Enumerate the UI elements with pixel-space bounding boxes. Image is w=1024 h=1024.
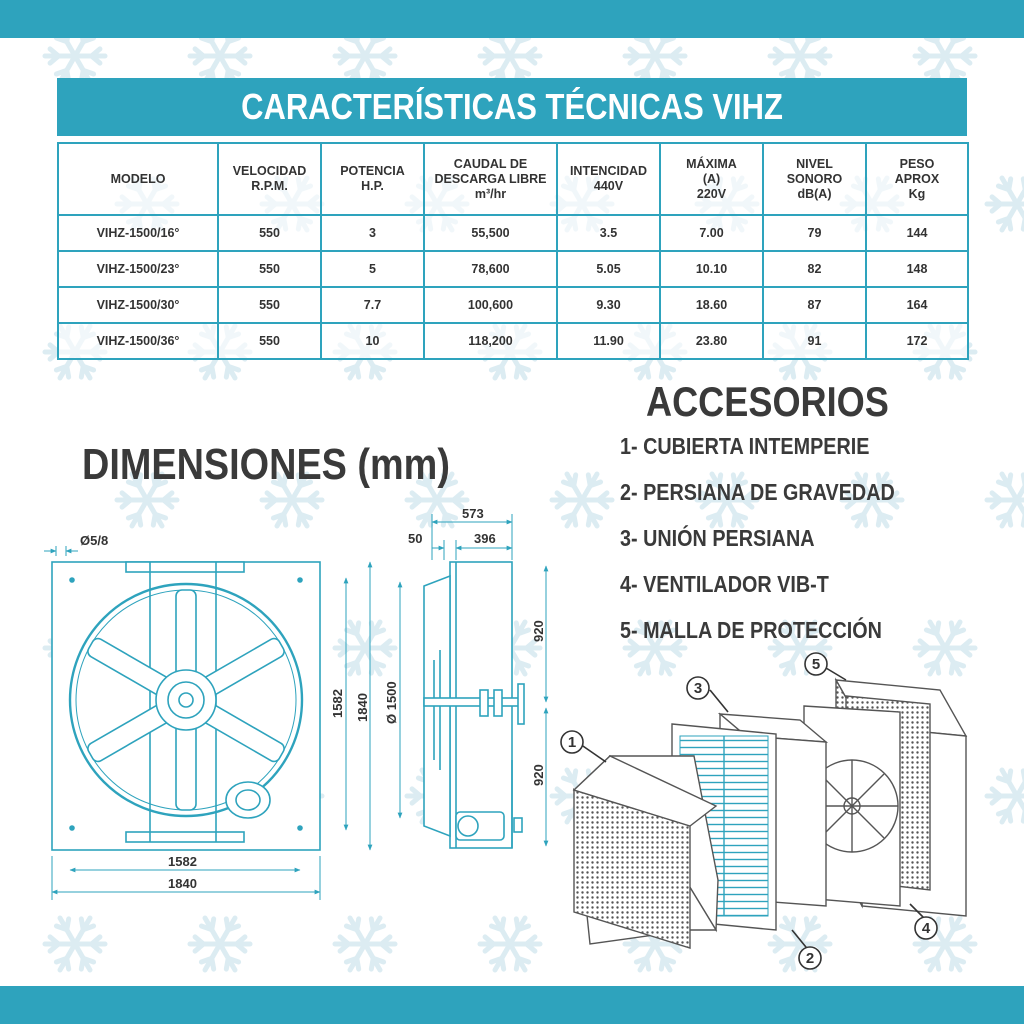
- side-upper-half-label: 920: [531, 620, 546, 642]
- table-cell: 100,600: [424, 287, 557, 323]
- callout-3-label: 3: [693, 680, 703, 697]
- table-cell: 7.7: [321, 287, 424, 323]
- column-header-line: m³/hr: [474, 186, 507, 201]
- table-cell: 164: [866, 287, 968, 323]
- table-cell: 3: [321, 215, 424, 251]
- table-cell: 79: [763, 215, 866, 251]
- side-rear-depth-label: 396: [474, 531, 496, 546]
- table-cell: 82: [763, 251, 866, 287]
- accessory-item: 4- VENTILADOR VIB-T: [620, 571, 829, 597]
- column-header-line: CAUDAL DE: [453, 156, 528, 171]
- table-cell: 550: [218, 287, 321, 323]
- table-cell: 148: [866, 251, 968, 287]
- table-cell: 5.05: [557, 251, 660, 287]
- table-cell: 550: [218, 323, 321, 359]
- accessories-title: ACCESORIOS: [646, 378, 889, 425]
- accessory-item: 2- PERSIANA DE GRAVEDAD: [620, 479, 895, 505]
- table-cell: 78,600: [424, 251, 557, 287]
- column-header-line: Kg: [908, 186, 926, 201]
- accessory-item: 3- UNIÓN PERSIANA: [620, 525, 815, 551]
- column-header-line: 220V: [696, 186, 727, 201]
- front-inner-width-label: 1582: [168, 854, 197, 869]
- side-total-depth-label: 573: [462, 506, 484, 521]
- table-cell: 5: [321, 251, 424, 287]
- column-header-line: dB(A): [797, 186, 832, 201]
- column-header-line: 440V: [593, 179, 624, 193]
- table-cell: 10: [321, 323, 424, 359]
- callout-2-label: 2: [805, 950, 815, 967]
- column-header-line: MÁXIMA: [686, 156, 737, 171]
- side-view-drawing: [424, 562, 524, 848]
- table-cell: 23.80: [660, 323, 763, 359]
- callout-5-label: 5: [811, 656, 821, 673]
- column-header-line: SONORO: [786, 171, 843, 186]
- table-cell: 11.90: [557, 323, 660, 359]
- table-cell: 550: [218, 251, 321, 287]
- callout-1-label: 1: [567, 734, 577, 751]
- table-cell: 172: [866, 323, 968, 359]
- table-cell: 18.60: [660, 287, 763, 323]
- accessory-item: 5- MALLA DE PROTECCIÓN: [620, 617, 882, 643]
- table-cell: 3.5: [557, 215, 660, 251]
- side-lower-half-label: 920: [531, 764, 546, 786]
- column-header-line: MODELO: [110, 171, 166, 186]
- column-header-line: DESCARGA LIBRE: [434, 171, 547, 186]
- table-cell: 7.00: [660, 215, 763, 251]
- page-title: CARACTERÍSTICAS TÉCNICAS VIHZ: [241, 86, 783, 127]
- table-cell: VIHZ-1500/36°: [58, 323, 218, 359]
- column-header-line: PESO: [899, 156, 935, 171]
- column-header-line: H.P.: [361, 179, 384, 193]
- callout-4-label: 4: [921, 920, 931, 937]
- accessory-item: 1- CUBIERTA INTEMPERIE: [620, 433, 870, 459]
- bottom-accent-bar: [0, 986, 1024, 1024]
- front-outer-height-label: 1840: [355, 693, 370, 722]
- table-cell: 144: [866, 215, 968, 251]
- table-cell: 91: [763, 323, 866, 359]
- dimensions-title: DIMENSIONES (mm): [82, 440, 450, 489]
- table-cell: 118,200: [424, 323, 557, 359]
- table-cell: VIHZ-1500/16°: [58, 215, 218, 251]
- table-cell: VIHZ-1500/23°: [58, 251, 218, 287]
- column-header-line: APROX: [894, 171, 940, 186]
- front-outer-width-label: 1840: [168, 876, 197, 891]
- column-header-line: VELOCIDAD: [232, 164, 307, 178]
- table-cell: 550: [218, 215, 321, 251]
- hole-diameter-label: Ø5/8: [80, 533, 109, 548]
- column-header-line: R.P.M.: [251, 179, 288, 193]
- front-inner-height-label: 1582: [330, 689, 345, 718]
- table-cell: 9.30: [557, 287, 660, 323]
- weather-hood-drawing: [574, 756, 718, 948]
- table-cell: 10.10: [660, 251, 763, 287]
- table-cell: 87: [763, 287, 866, 323]
- column-header-line: (A): [702, 171, 721, 186]
- table-cell: 55,500: [424, 215, 557, 251]
- fan-diameter-label: Ø 1500: [384, 681, 399, 724]
- side-front-depth-label: 50: [408, 531, 423, 546]
- column-header-line: INTENCIDAD: [569, 164, 648, 178]
- table-cell: VIHZ-1500/30°: [58, 287, 218, 323]
- motor-front: [226, 782, 270, 818]
- column-header-line: NIVEL: [796, 156, 833, 171]
- accessories-exploded-view: [574, 680, 966, 948]
- column-header-line: POTENCIA: [340, 164, 405, 178]
- front-view-drawing: [52, 562, 320, 850]
